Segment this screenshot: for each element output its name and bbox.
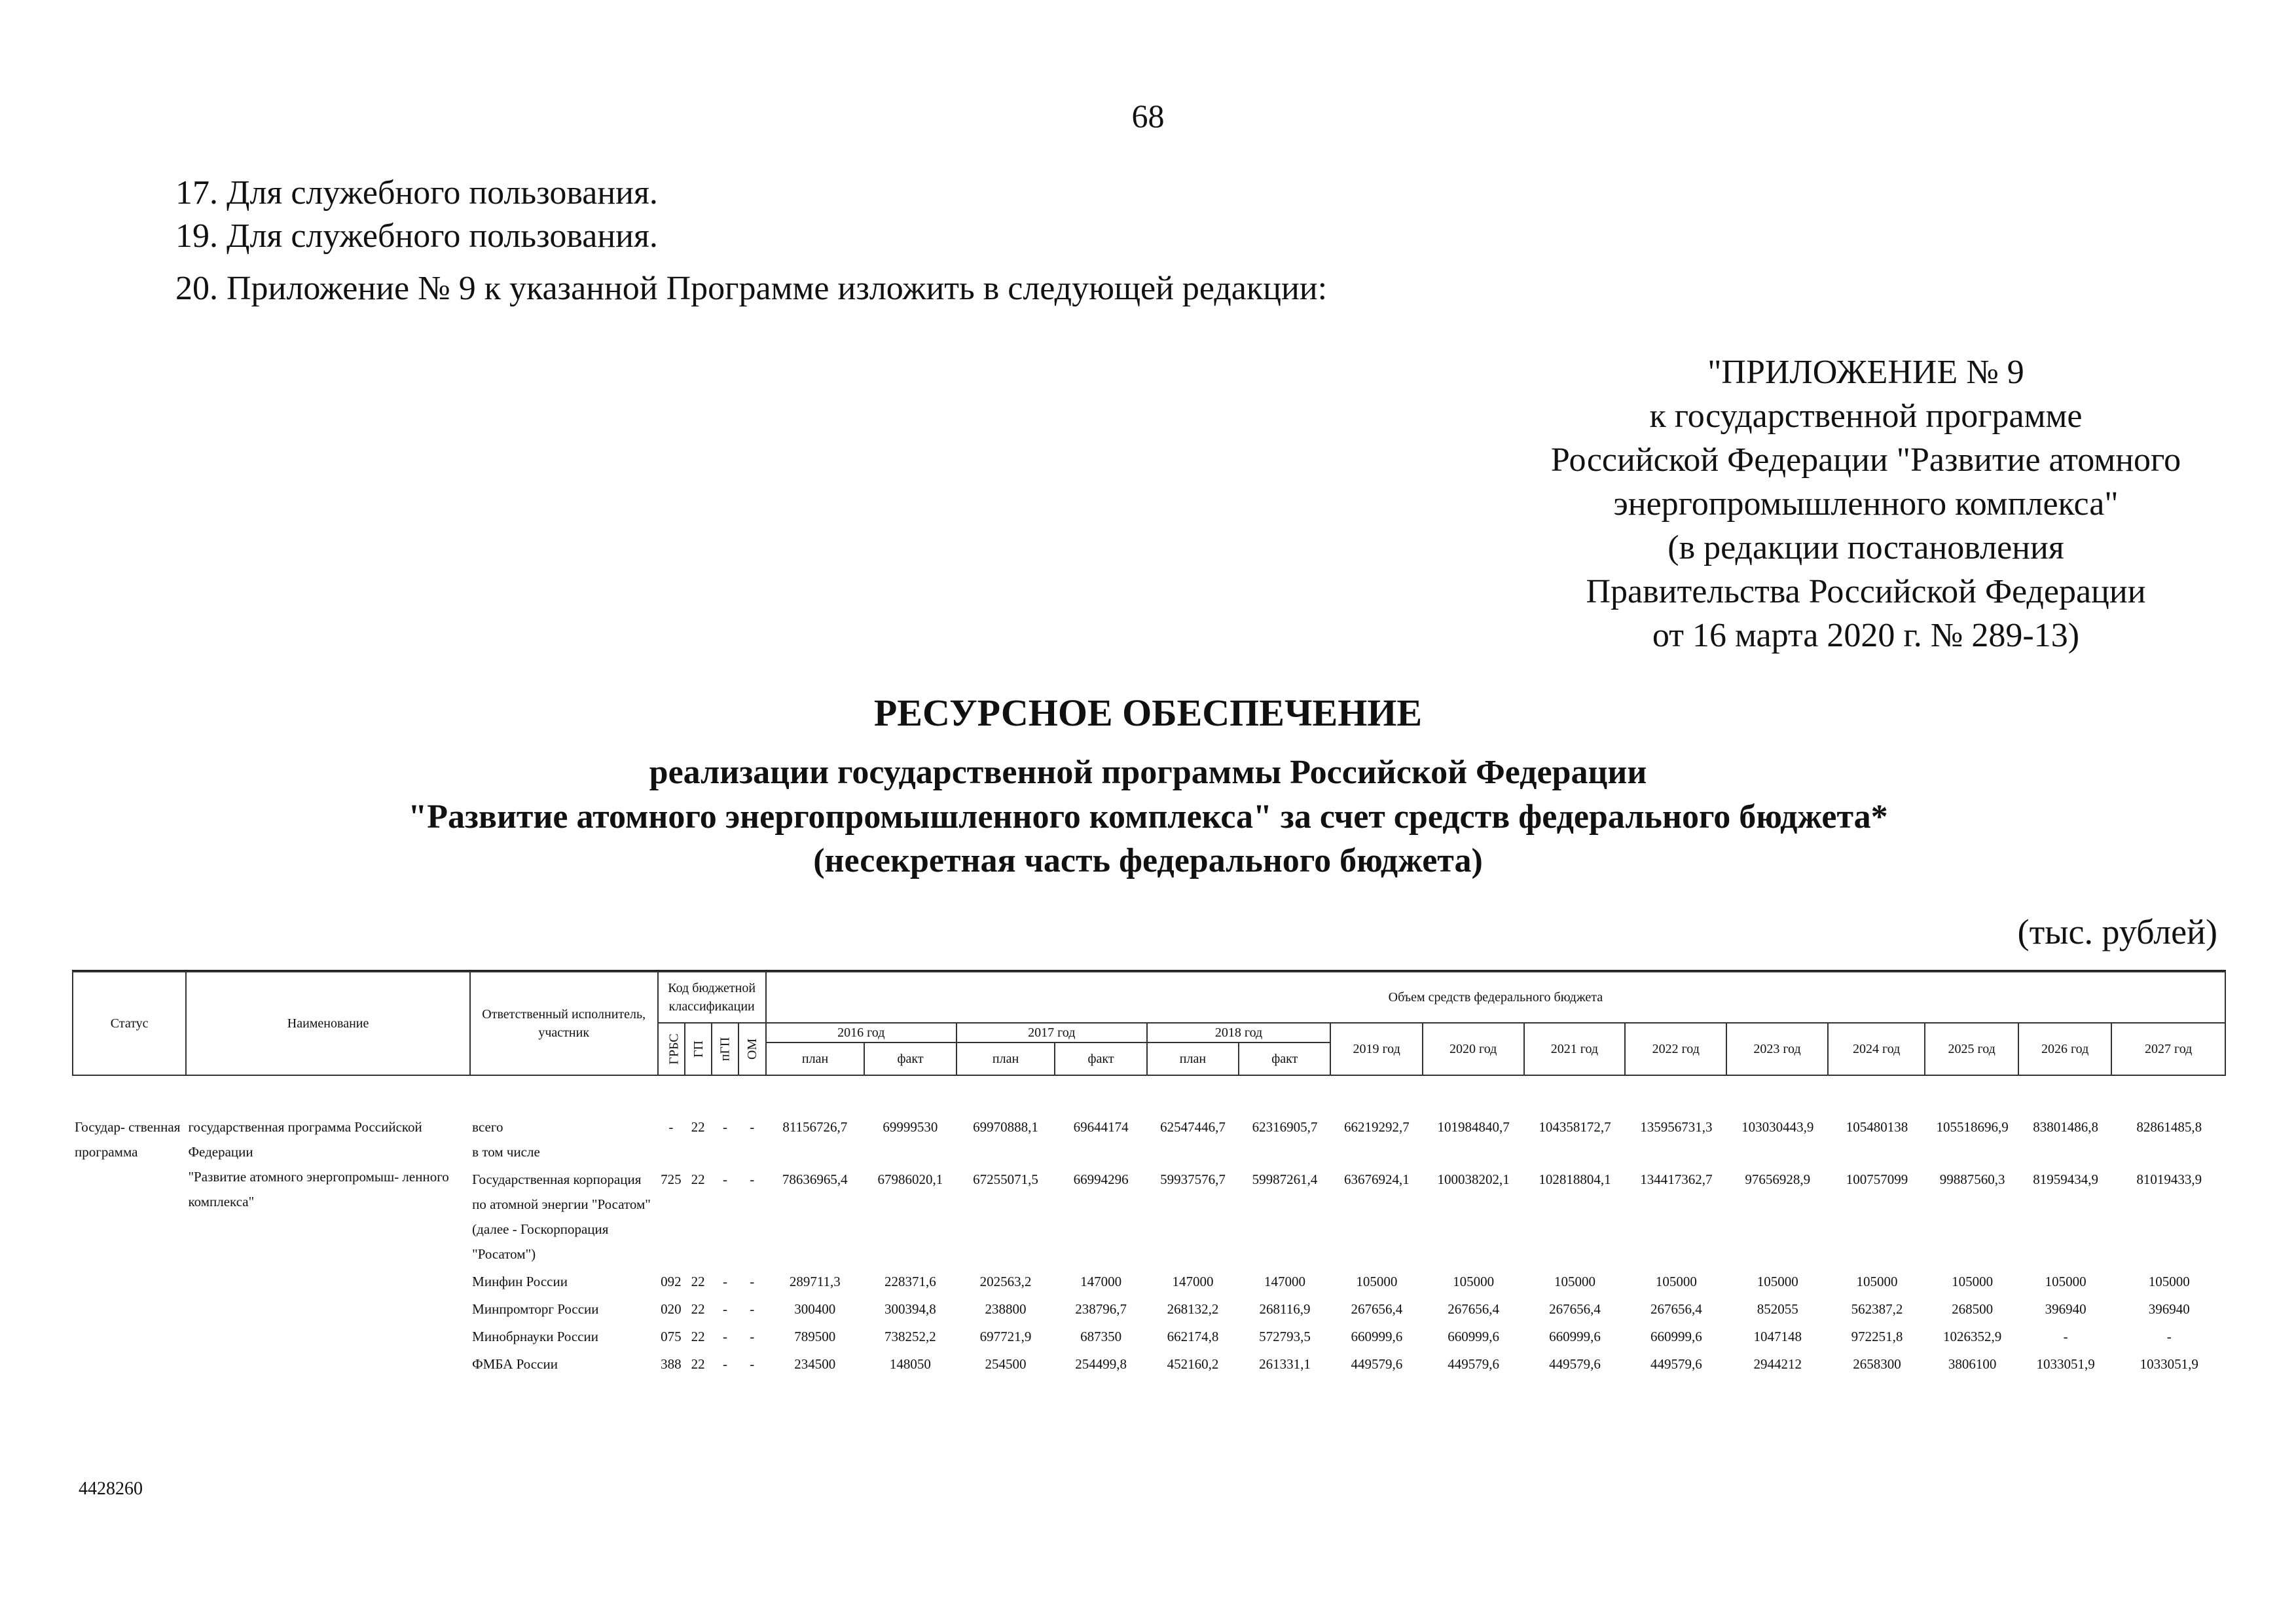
code-om-cell: - (750, 1274, 755, 1289)
code-gp-cell: 22 (691, 1356, 705, 1372)
amount-cell: 267656,4 (1549, 1301, 1601, 1317)
amount-cell: 148050 (889, 1356, 931, 1372)
code-om-cell: - (750, 1119, 755, 1135)
program-name-line: государственная программа Российской Федерации (188, 1119, 422, 1160)
executor-label: Государственная корпорация по атомной энергии "Росатом" (далее - Госкорпорация "Росатом") (472, 1172, 651, 1262)
header-fact: факт (864, 1043, 956, 1075)
header-code-pgp: пГП (712, 1023, 738, 1075)
appendix-line: (в редакции постановления (1667, 529, 2064, 566)
amount-cell: 101984840,7 (1437, 1119, 1510, 1135)
amount-cell: 63676924,1 (1344, 1172, 1410, 1187)
amount-cell: 697721,9 (979, 1329, 1032, 1344)
amount-cell: 1033051,9 (2140, 1356, 2198, 1372)
header-year-2022: 2022 год (1625, 1023, 1726, 1075)
amount-cell: 97656928,9 (1745, 1172, 1811, 1187)
amount-cell: 660999,6 (1448, 1329, 1499, 1344)
amount-cell: 105000 (2148, 1274, 2190, 1289)
header-plan: план (766, 1043, 865, 1075)
document-title: РЕСУРСНОЕ ОБЕСПЕЧЕНИЕ (873, 692, 1423, 734)
header-fact: факт (1239, 1043, 1330, 1075)
amount-cell: 82861485,8 (2136, 1119, 2202, 1135)
appendix-line: энергопромышленного комплекса" (1613, 485, 2119, 523)
code-grbs-cell: - (668, 1119, 674, 1135)
amount-cell: 660999,6 (1351, 1329, 1403, 1344)
header-status: Статус (73, 972, 186, 1075)
amount-cell: 147000 (1172, 1274, 1214, 1289)
appendix-line: "ПРИЛОЖЕНИЕ № 9 (1707, 354, 2024, 391)
resource-table-body (72, 1113, 2226, 1378)
amount-cell: 66994296 (1073, 1172, 1129, 1187)
amount-cell: 254499,8 (1075, 1356, 1127, 1372)
amount-cell: 67986020,1 (877, 1172, 943, 1187)
program-name-cell (185, 1113, 469, 1378)
amount-cell: 289711,3 (789, 1274, 841, 1289)
header-volume: Объем средств федерального бюджета (766, 972, 2225, 1023)
header-year-2025: 2025 год (1925, 1023, 2018, 1075)
amount-cell: 300400 (794, 1301, 836, 1317)
amount-cell: 99887560,3 (1939, 1172, 2005, 1187)
header-executor: Ответственный исполнитель, участник (470, 972, 658, 1075)
amount-cell: 105000 (1757, 1274, 1798, 1289)
units-label: (тыс. рублей) (2017, 912, 2217, 951)
code-pgp-cell: - (722, 1172, 727, 1187)
code-gp-cell: 22 (691, 1274, 705, 1289)
amount-cell: 105000 (1655, 1274, 1697, 1289)
document-subtitle-line2: "Развитие атомного энергопромышленного комплекса" за счет средств федерального бюджета* (408, 798, 1888, 836)
executor-cell (469, 1295, 657, 1323)
amount-cell: 1033051,9 (2036, 1356, 2095, 1372)
amount-cell: 300394,8 (884, 1301, 936, 1317)
amount-cell: 104358172,7 (1539, 1119, 1611, 1135)
code-grbs-cell: 725 (661, 1172, 682, 1187)
code-gp-cell: 22 (691, 1172, 705, 1187)
amount-cell: 105480138 (1846, 1119, 1908, 1135)
amount-cell: 62316905,7 (1252, 1119, 1318, 1135)
code-om-cell: - (750, 1329, 755, 1344)
header-year-2026: 2026 год (2018, 1023, 2111, 1075)
document-id: 4428260 (79, 1479, 143, 1499)
appendix-line: от 16 марта 2020 г. № 289-13) (1652, 617, 2080, 654)
executor-cell (469, 1350, 657, 1378)
header-year-2020: 2020 год (1423, 1023, 1524, 1075)
amount-cell: 238800 (985, 1301, 1027, 1317)
amount-cell: 449579,6 (1351, 1356, 1403, 1372)
amount-cell: 261331,1 (1259, 1356, 1311, 1372)
executor-cell (469, 1323, 657, 1350)
header-year-2018: 2018 год (1147, 1023, 1331, 1043)
amount-cell: 267656,4 (1448, 1301, 1499, 1317)
header-year-2016: 2016 год (766, 1023, 957, 1043)
executor-label: Минпромторг России (472, 1301, 599, 1317)
amount-cell: 2944212 (1753, 1356, 1802, 1372)
table-body-rows (72, 1113, 2226, 1378)
amount-cell: 972251,8 (1851, 1329, 1903, 1344)
header-budget-code: Код бюджетной классификации (658, 972, 766, 1023)
executor-cell (469, 1166, 657, 1268)
amount-cell: 105000 (1856, 1274, 1898, 1289)
amount-cell: 100757099 (1846, 1172, 1908, 1187)
amendment-item-20: 20. Приложение № 9 к указанной Программе изложить в следующей редакции: (175, 270, 1328, 307)
amount-cell: 83801486,8 (2033, 1119, 2099, 1135)
header-year-2023: 2023 год (1726, 1023, 1828, 1075)
amount-cell: 449579,6 (1448, 1356, 1499, 1372)
code-pgp-cell: - (722, 1301, 727, 1317)
header-year-2021: 2021 год (1524, 1023, 1626, 1075)
status-cell: Государ- ственная программа (75, 1119, 181, 1160)
amount-cell: 738252,2 (884, 1329, 936, 1344)
header-year-2017: 2017 год (957, 1023, 1147, 1043)
amount-cell: 1047148 (1753, 1329, 1802, 1344)
amount-cell: 69644174 (1073, 1119, 1129, 1135)
amount-cell: 396940 (2148, 1301, 2190, 1317)
amount-cell: 135956731,3 (1640, 1119, 1713, 1135)
header-code-om: ОМ (738, 1023, 765, 1075)
amount-cell: 2658300 (1853, 1356, 1901, 1372)
resource-table-header (72, 971, 2226, 1076)
amount-cell: 147000 (1264, 1274, 1305, 1289)
code-om-cell: - (750, 1172, 755, 1187)
header-year-2019: 2019 год (1330, 1023, 1422, 1075)
code-pgp-cell: - (722, 1274, 727, 1289)
amount-cell: 562387,2 (1851, 1301, 1903, 1317)
document-subtitle-line1: реализации государственной программы Российской Федерации (649, 754, 1647, 791)
code-gp-cell: 22 (691, 1301, 705, 1317)
code-pgp-cell: - (722, 1119, 727, 1135)
amount-cell: 105518696,9 (1936, 1119, 2009, 1135)
program-name-line: "Развитие атомного энергопромыш- ленного комплекса" (188, 1169, 449, 1209)
amount-cell: 449579,6 (1549, 1356, 1601, 1372)
amount-cell: 789500 (794, 1329, 836, 1344)
amount-cell: 67255071,5 (973, 1172, 1038, 1187)
amount-cell: 254500 (985, 1356, 1027, 1372)
appendix-line: Правительства Российской Федерации (1586, 573, 2146, 610)
amount-cell: 238796,7 (1075, 1301, 1127, 1317)
amount-cell: 69970888,1 (973, 1119, 1038, 1135)
amount-cell: 396940 (2045, 1301, 2086, 1317)
executor-label: Минобрнауки России (472, 1329, 598, 1344)
amount-cell: 147000 (1080, 1274, 1122, 1289)
executor-label: всего (472, 1119, 503, 1135)
header-year-2027: 2027 год (2111, 1023, 2225, 1075)
amount-cell: 102818804,1 (1539, 1172, 1611, 1187)
header-plan: план (1147, 1043, 1239, 1075)
amount-cell: 852055 (1757, 1301, 1798, 1317)
page-number: 68 (1131, 98, 1165, 134)
amount-cell: 452160,2 (1167, 1356, 1219, 1372)
code-gp-cell: 22 (691, 1119, 705, 1135)
amount-cell: 687350 (1080, 1329, 1122, 1344)
header-code-grbs: ГРБС (658, 1023, 685, 1075)
code-grbs-cell: 092 (661, 1274, 682, 1289)
amount-cell: 100038202,1 (1437, 1172, 1510, 1187)
amount-cell: - (2166, 1329, 2172, 1344)
amount-cell: 267656,4 (1351, 1301, 1403, 1317)
amount-cell: 134417362,7 (1640, 1172, 1713, 1187)
header-year-2024: 2024 год (1828, 1023, 1925, 1075)
amount-cell: 81019433,9 (2136, 1172, 2202, 1187)
amount-cell: 662174,8 (1167, 1329, 1219, 1344)
executor-label: Минфин России (472, 1274, 568, 1289)
amount-cell: 202563,2 (979, 1274, 1032, 1289)
amount-cell: 228371,6 (884, 1274, 936, 1289)
amount-cell: 660999,6 (1549, 1329, 1601, 1344)
amount-cell: 59937576,7 (1160, 1172, 1226, 1187)
executor-sublabel: в том числе (472, 1144, 540, 1160)
amount-cell: 268132,2 (1167, 1301, 1219, 1317)
header-plan: план (957, 1043, 1055, 1075)
amount-cell: - (2063, 1329, 2068, 1344)
amount-cell: 69999530 (883, 1119, 938, 1135)
code-grbs-cell: 388 (661, 1356, 682, 1372)
amendment-item-19: 19. Для служебного пользования. (175, 217, 658, 255)
amount-cell: 59987261,4 (1252, 1172, 1318, 1187)
executor-label: ФМБА России (472, 1356, 558, 1372)
amount-cell: 1026352,9 (1943, 1329, 2002, 1344)
code-om-cell: - (750, 1301, 755, 1317)
amount-cell: 62547446,7 (1160, 1119, 1226, 1135)
amount-cell: 105000 (1952, 1274, 1994, 1289)
amount-cell: 81156726,7 (782, 1119, 848, 1135)
code-pgp-cell: - (722, 1356, 727, 1372)
amount-cell: 103030443,9 (1741, 1119, 1814, 1135)
code-grbs-cell: 020 (661, 1301, 682, 1317)
executor-cell (469, 1113, 657, 1166)
amount-cell: 66219292,7 (1344, 1119, 1410, 1135)
amount-cell: 105000 (2045, 1274, 2086, 1289)
amount-cell: 81959434,9 (2033, 1172, 2099, 1187)
document-subtitle-line3: (несекретная часть федерального бюджета) (813, 842, 1483, 879)
amount-cell: 105000 (1554, 1274, 1595, 1289)
code-om-cell: - (750, 1356, 755, 1372)
header-fact: факт (1055, 1043, 1146, 1075)
amount-cell: 268116,9 (1259, 1301, 1311, 1317)
amount-cell: 105000 (1356, 1274, 1398, 1289)
amount-cell: 572793,5 (1259, 1329, 1311, 1344)
header-name: Наименование (186, 972, 469, 1075)
code-pgp-cell: - (722, 1329, 727, 1344)
amount-cell: 234500 (794, 1356, 836, 1372)
table-row (72, 1113, 2226, 1166)
header-code-gp: ГП (685, 1023, 712, 1075)
appendix-line: Российской Федерации "Развитие атомного (1550, 441, 2181, 479)
code-gp-cell: 22 (691, 1329, 705, 1344)
code-grbs-cell: 075 (661, 1329, 682, 1344)
amount-cell: 268500 (1952, 1301, 1994, 1317)
amount-cell: 3806100 (1948, 1356, 1997, 1372)
amount-cell: 267656,4 (1650, 1301, 1702, 1317)
amount-cell: 78636965,4 (782, 1172, 848, 1187)
executor-cell (469, 1268, 657, 1295)
amendment-item-17: 17. Для служебного пользования. (175, 174, 658, 212)
amount-cell: 449579,6 (1650, 1356, 1702, 1372)
amount-cell: 105000 (1453, 1274, 1495, 1289)
amount-cell: 660999,6 (1650, 1329, 1702, 1344)
appendix-header (1460, 350, 2272, 657)
appendix-line: к государственной программе (1649, 397, 2083, 435)
